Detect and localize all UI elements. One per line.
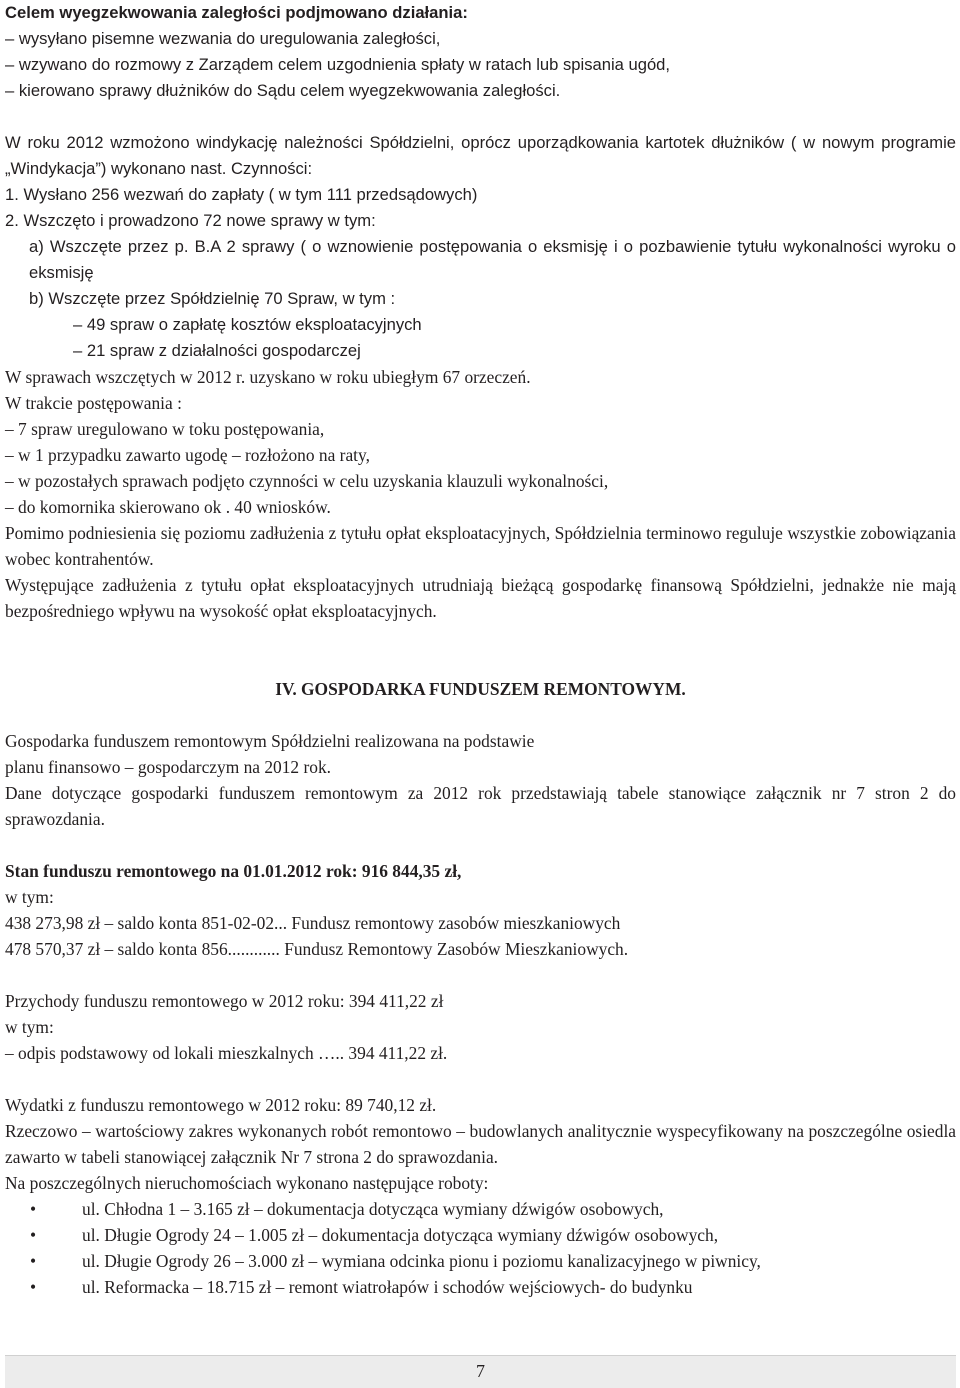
bullet-icon: • [30,1199,37,1219]
list-item: – odpis podstawowy od lokali mieszkalnych ….. 394 411,22 zł. [5,1043,448,1063]
section1-heading: Celem wyegzekwowania zaległości podjmowano działania: [5,3,468,22]
works-list [5,1196,956,1300]
body-paragraph: W trakcie postępowania : [5,393,182,413]
body-paragraph: w tym: [5,887,54,907]
list-item: 2. Wszczęto i prowadzono 72 nowe sprawy w tym: [5,211,376,230]
list-item: 478 570,37 zł – saldo konta 856............ Fundusz Remontowy Zasobów Mieszkaniowych. [5,939,629,959]
bullet-icon: • [30,1251,37,1271]
bullet-icon: • [30,1225,37,1245]
body-paragraph: Dane dotyczące gospodarki funduszem remontowym za 2012 rok przedstawiają tabele stanowiące załącznik nr 7 stron 2 do sprawozdania. [5,783,956,829]
body-paragraph: w tym: [5,1017,54,1037]
list-item: – 49 spraw o zapłatę kosztów eksploatacyjnych [73,315,422,334]
body-paragraph: Wydatki z funduszu remontowego w 2012 roku: 89 740,12 zł. [5,1095,437,1115]
list-item: – 21 spraw z działalności gospodarczej [73,341,361,360]
list-item: b) Wszczęte przez Spółdzielnię 70 Spraw, w tym : [29,289,396,308]
document-page [5,0,956,1300]
page-footer [5,1355,956,1388]
list-item: – w pozostałych sprawach podjęto czynności w celu uzyskania klauzuli wykonalności, [5,471,609,491]
list-item: • ul. Długie Ogrody 26 – 3.000 zł – wymiana odcinka pionu i poziomu kanalizacyjnego w piwnicy, [5,1248,956,1274]
body-paragraph: Przychody funduszu remontowego w 2012 roku: 394 411,22 zł [5,991,444,1011]
body-paragraph: Pomimo podniesienia się poziomu zadłużenia z tytułu opłat eksploatacyjnych, Spółdzielnia terminowo reguluje wszystkie zobowiązania wobec kontrahentów. [5,523,956,569]
body-paragraph: Na poszczególnych nieruchomościach wykonano następujące roboty: [5,1173,489,1193]
list-item: – wzywano do rozmowy z Zarządem celem uzgodnienia spłaty w ratach lub spisania ugód, [5,55,671,74]
page-number: 7 [476,1361,485,1381]
list-item: 438 273,98 zł – saldo konta 851-02-02... Fundusz remontowy zasobów mieszkaniowych [5,913,621,933]
list-item: – 7 spraw uregulowano w toku postępowania, [5,419,325,439]
list-item: • ul. Długie Ogrody 24 – 1.005 zł – dokumentacja dotycząca wymiany dźwigów osobowych, [5,1222,956,1248]
bullet-icon: • [30,1277,37,1297]
body-paragraph: Gospodarka funduszem remontowym Spółdzielni realizowana na podstawie [5,731,535,751]
windykacja-paragraph: W roku 2012 wzmożono windykację należności Spółdzielni, oprócz uporządkowania kartotek dłużników ( w nowym programie „Windykacja”) wykonano nast. Czynności: [5,133,956,178]
list-item: • ul. Chłodna 1 – 3.165 zł – dokumentacja dotycząca wymiany dźwigów osobowych, [5,1196,956,1222]
stan-heading: Stan funduszu remontowego na 01.01.2012 rok: 916 844,35 zł, [5,861,462,881]
list-item: – w 1 przypadku zawarto ugodę – rozłożono na raty, [5,445,370,465]
list-item: – kierowano sprawy dłużników do Sądu celem wyegzekwowania zaległości. [5,81,561,100]
body-paragraph: Występujące zadłużenia z tytułu opłat eksploatacyjnych utrudniają bieżącą gospodarkę finansową Spółdzielni, jednakże nie mają bezpośredniego wpływu na wysokość opłat eksploatacyjnych. [5,575,956,621]
list-item: – do komornika skierowano ok . 40 wniosków. [5,497,331,517]
list-item: 1. Wysłano 256 wezwań do zapłaty ( w tym 111 przedsądowych) [5,185,478,204]
body-paragraph: planu finansowo – gospodarczym na 2012 rok. [5,757,332,777]
body-paragraph: W sprawach wszczętych w 2012 r. uzyskano w roku ubiegłym 67 orzeczeń. [5,367,531,387]
list-item: – wysyłano pisemne wezwania do uregulowania zaległości, [5,29,441,48]
section-title: IV. GOSPODARKA FUNDUSZEM REMONTOWYM. [275,679,686,699]
list-item [5,234,956,286]
list-item: • ul. Reformacka – 18.715 zł – remont wiatrołapów i schodów wejściowych- do budynku [5,1274,956,1300]
body-paragraph: Rzeczowo – wartościowy zakres wykonanych robót remontowo – budowlanych analitycznie wyspecyfikowany na poszczególne osiedla zawarto w tabeli stanowiącej załącznik Nr 7 strona 2 do sprawozdania. [5,1121,956,1167]
list-item-text: a) Wszczęte przez p. B.A 2 sprawy ( o wznowienie postępowania o eksmisję i o pozbawienie tytułu wykonalności wyroku o eksmisję [29,237,956,282]
